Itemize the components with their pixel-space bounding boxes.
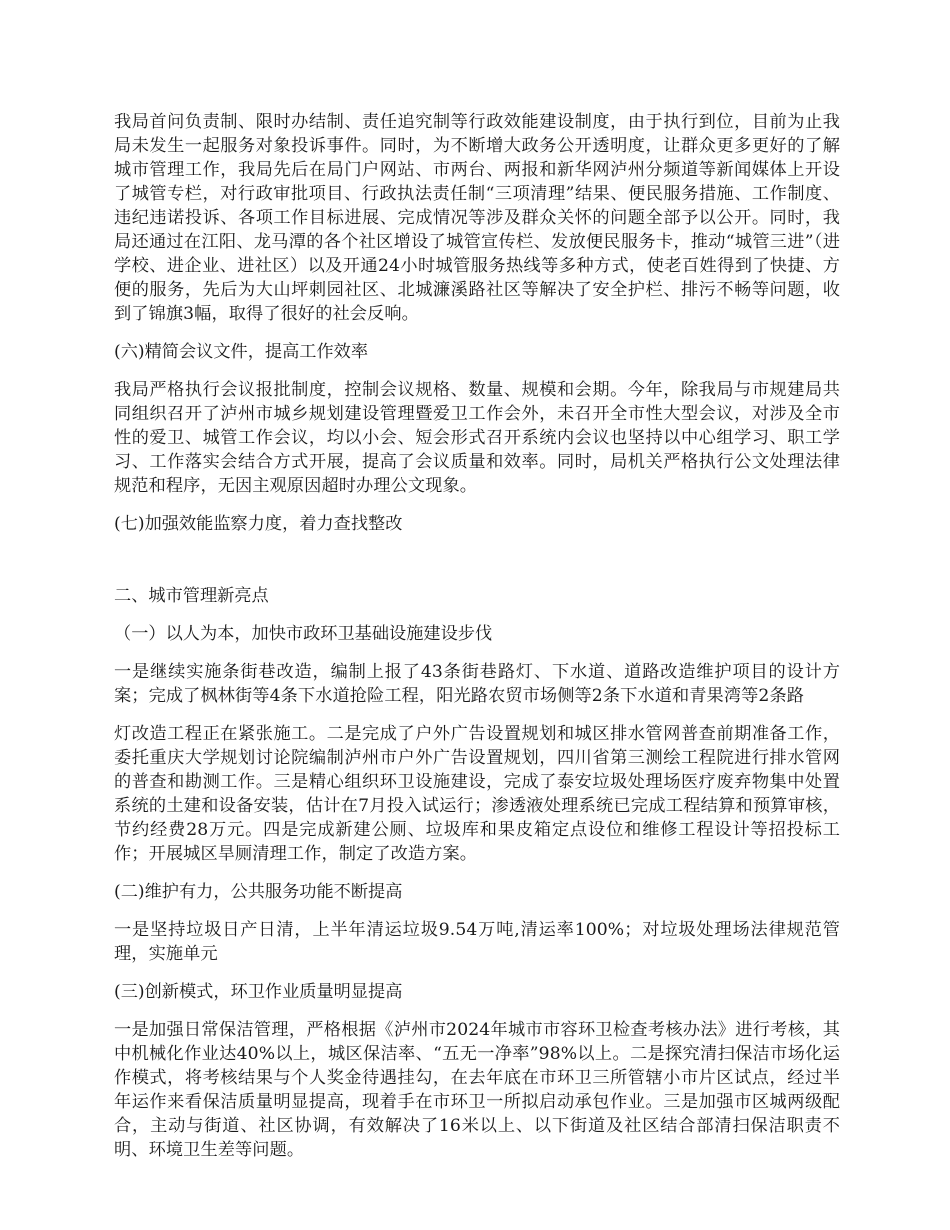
- heading-seven-supervision: (七)加强效能监察力度，着力查找整改: [114, 514, 403, 534]
- heading-three-innovation: (三)创新模式，环卫作业质量明显提高: [114, 982, 403, 1002]
- paragraph-street-renovation: 一是继续实施条街巷改造，编制上报了43条街巷路灯、下水道、道路改造维护项目的设计方案；完成了枫林街等4条下水道抢险工程，阳光路农贸市场侧等2条下水道和青果湾等2条路: [114, 662, 840, 706]
- heading-section-two-highlights: 二、城市管理新亮点: [114, 586, 269, 606]
- paragraph-garbage-collection: 一是坚持垃圾日产日清，上半年清运垃圾9.54万吨,清运率100%；对垃圾处理场法律规范管理，实施单元: [114, 920, 840, 964]
- paragraph-meeting-control: 我局严格执行会议报批制度，控制会议规格、数量、规模和会期。今年，除我局与市规建局共同组织召开了泸州市城乡规划建设管理暨爱卫工作会外，未召开全市性大型会议，对涉及全市性的爱卫、城管工作会议，均以小会、短会形式召开系统内会议也坚持以中心组学习、职工学习、工作落实会结合方式开展，提高了会议质量和效率。同时，局机关严格执行公文处理法律规范和程序，无因主观原因超时办理公文现象。: [114, 380, 840, 496]
- heading-six-simplify-meetings: (六)精简会议文件，提高工作效率: [114, 342, 369, 362]
- heading-two-public-services: (二)维护有力，公共服务功能不断提高: [114, 882, 403, 902]
- heading-one-infrastructure: （一）以人为本，加快市政环卫基础设施建设步伐: [114, 624, 493, 644]
- document-page: [114, 110, 840, 1162]
- paragraph-efficiency-system: 我局首问负责制、限时办结制、责任追究制等行政效能建设制度，由于执行到位，目前为止我局未发生一起服务对象投诉事件。同时，为不断增大政务公开透明度，让群众更多更好的了解城市管理工作，我局先后在局门户网站、市两台、两报和新华网泸州分频道等新闻媒体上开设了城管专栏，对行政审批项目、行政执法责任制“三项清理”结果、便民服务措施、工作制度、违纪违诺投诉、各项工作目标进展、完成情况等涉及群众关怀的问题全部予以公开。同时，我局还通过在江阳、龙马潭的各个社区增设了城管宣传栏、发放便民服务卡，推动“城管三进”（进学校、进企业、进社区）以及开通24小时城管服务热线等多种方式，使老百姓得到了快捷、方便的服务，先后为大山坪刺园社区、北城濂溪路社区等解决了安全护栏、排污不畅等问题，收到了锦旗3幅，取得了很好的社会反响。: [114, 112, 840, 324]
- paragraph-lighting-and-facilities: 灯改造工程正在紧张施工。二是完成了户外广告设置规划和城区排水管网普查前期准备工作，委托重庆大学规划讨论院编制泸州市户外广告设置规划，四川省第三测绘工程院进行排水管网的普查和勘测工作。三是精心组织环卫设施建设，完成了泰安垃圾处理场医疗废弃物集中处置系统的土建和设备安装，估计在7月投入试运行；渗透液处理系统已完成工程结算和预算审核，节约经费28万元。四是完成新建公厕、垃圾库和果皮箱定点设位和维修工程设计等招投标工作；开展城区旱厕清理工作，制定了改造方案。: [114, 724, 840, 864]
- paragraph-cleaning-management: 一是加强日常保洁管理，严格根据《泸州市2024年城市市容环卫检查考核办法》进行考核，其中机械化作业达40%以上，城区保洁率、“五无一净率”98%以上。二是探究清扫保洁市场化运作模式，将考核结果与个人奖金待遇挂勾，在去年底在市环卫三所管辖小市片区试点，经过半年运作来看保洁质量明显提高，现着手在市环卫一所拟启动承包作业。三是加强市区城两级配合，主动与街道、社区协调，有效解决了16米以上、以下街道及社区结合部清扫保洁职责不明、环境卫生差等问题。: [114, 1020, 840, 1160]
